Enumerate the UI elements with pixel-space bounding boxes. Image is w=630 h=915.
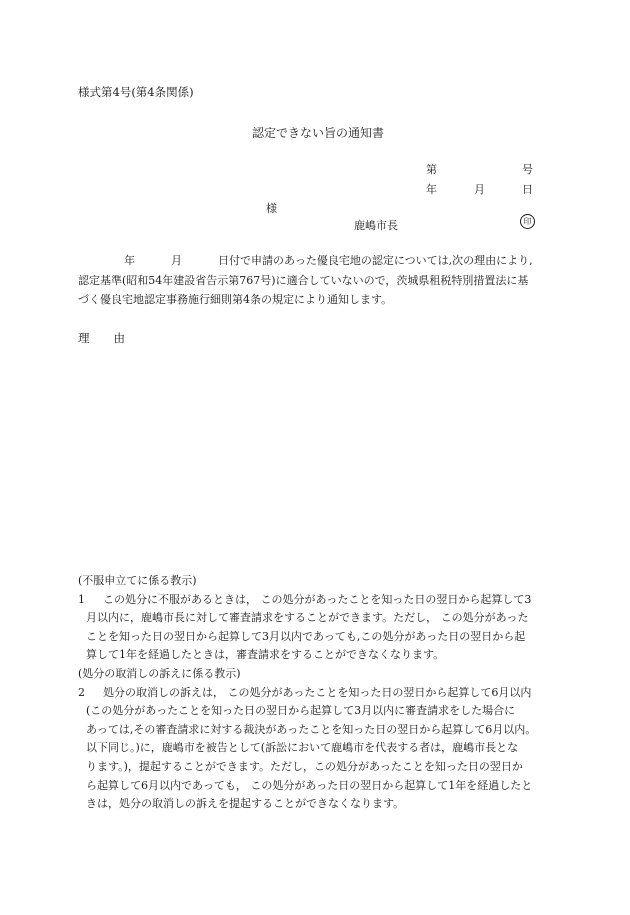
item-2-text-1: 処分の取消しの訴えは， この処分があったことを知った日の翌日から起算して6月以内 xyxy=(103,685,532,699)
notice-body xyxy=(78,251,556,310)
issuer-name: 鹿嶋市長 xyxy=(354,219,398,232)
seal-mark-icon: 印 xyxy=(520,214,535,229)
notice-body-line-3: づく優良宅地認定事務施行細則第4条の規定により通知します。 xyxy=(78,293,393,306)
reason-label xyxy=(78,330,125,346)
item-1-line-1 xyxy=(78,591,568,610)
date-day-label: 日 xyxy=(522,183,533,196)
item-1-line-4: 算して1年を経過したときは，審査請求をすることができなくなります。 xyxy=(86,648,445,662)
item-1-line-2: 月以内に，鹿嶋市長に対して審査請求をすることができます。ただし， この処分があった xyxy=(86,611,529,625)
objection-heading: (不服申立てに係る教示) xyxy=(78,574,197,587)
reason-label-char-1: 理 xyxy=(78,331,90,345)
document-number-prefix: 第 xyxy=(426,163,437,176)
notice-body-line-2: 認定基準(昭和54年建設省告示第767号)に適合していないので，茨城県租税特別措置法に基 xyxy=(78,273,529,287)
item-2-number: 2 xyxy=(78,685,85,699)
item-2-line-6: ら起算して6月以内であっても， この処分があった日の翌日から起算して1年を経過したと xyxy=(86,778,533,792)
item-1-line-3: ことを知った日の翌日から起算して3月以内であっても,この処分があった日の翌日から起 xyxy=(86,629,526,643)
form-number: 様式第4号(第4条関係) xyxy=(78,85,194,99)
appeal-instructions xyxy=(78,572,568,814)
lawsuit-heading: (処分の取消しの訴えに係る教示) xyxy=(78,666,241,680)
body-line-1-text: 日付で申請のあった優良宅地の認定については,次の理由により, xyxy=(218,254,533,267)
notice-body-line-1 xyxy=(78,251,556,271)
item-2-line-7: きは，処分の取消しの訴えを提起することができなくなります。 xyxy=(86,797,405,811)
reason-label-char-2: 由 xyxy=(113,331,125,345)
item-2-line-3: あっては,その審査請求に対する裁決があったことを知った日の翌日から起算して6月以内。 xyxy=(86,722,537,736)
addressee-honorific: 様 xyxy=(266,202,277,215)
item-2-line-4: 以下同じ。)に，鹿嶋市を被告として(訴訟において鹿嶋市を代表する者は，鹿嶋市長とな xyxy=(86,741,519,755)
item-1-number: 1 xyxy=(78,592,85,606)
document-number-suffix: 号 xyxy=(522,163,533,176)
item-2-line-5: ります。)，提起することができます。ただし，この処分があったことを知った日の翌日か xyxy=(86,759,523,773)
item-2-line-2: (この処分があったことを知った日の翌日から起算して3月以内に審査請求をした場合に xyxy=(86,704,516,718)
body-month-label: 月 xyxy=(171,254,182,267)
item-1-text-1: この処分に不服があるときは， この処分があったことを知った日の翌日から起算して3 xyxy=(103,592,532,606)
date-year-label: 年 xyxy=(426,183,437,196)
body-year-label: 年 xyxy=(124,254,135,267)
item-2-line-1 xyxy=(78,684,568,703)
date-month-label: 月 xyxy=(474,183,485,196)
document-title: 認定できない旨の通知書 xyxy=(252,126,385,140)
